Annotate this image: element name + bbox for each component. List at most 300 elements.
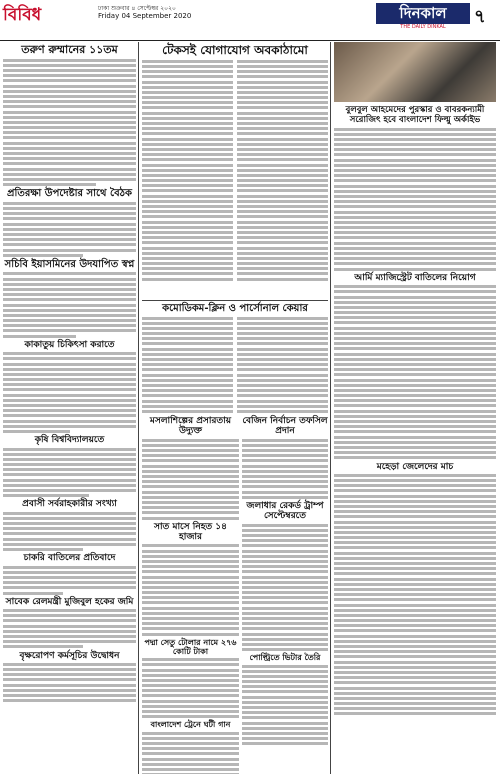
text-line	[334, 707, 496, 710]
text-line	[237, 148, 328, 151]
text-line	[334, 521, 496, 524]
text-line	[142, 465, 239, 468]
date-bengali: ঢাকা শুক্রবার ৪ সেপ্টেম্বর ২০২০	[98, 5, 176, 12]
text-line	[3, 689, 136, 692]
text-line	[142, 317, 233, 320]
text-line	[142, 544, 239, 547]
text-line	[237, 400, 328, 403]
text-line	[334, 389, 496, 392]
article-body	[3, 512, 136, 551]
text-line	[3, 453, 136, 456]
text-line	[3, 363, 136, 366]
text-line	[3, 142, 136, 145]
article-body	[3, 202, 136, 257]
text-line	[242, 701, 328, 704]
text-line	[3, 532, 136, 535]
text-line	[334, 321, 496, 324]
text-line	[142, 454, 239, 457]
text-line	[142, 710, 239, 713]
text-line	[334, 306, 496, 309]
text-line	[3, 136, 136, 139]
text-line	[242, 732, 328, 735]
text-line	[3, 614, 136, 617]
text-line	[3, 126, 136, 129]
text-line	[242, 675, 328, 678]
text-line	[142, 663, 239, 666]
text-line	[242, 607, 328, 610]
text-line	[3, 468, 136, 471]
text-line	[242, 524, 328, 527]
text-line	[242, 555, 328, 558]
text-line	[237, 405, 328, 408]
text-line	[3, 90, 136, 93]
text-line	[242, 480, 328, 483]
text-line	[142, 596, 239, 599]
text-line	[237, 127, 328, 130]
text-line	[142, 737, 239, 740]
article-body	[334, 285, 496, 459]
text-line	[237, 210, 328, 213]
text-line	[3, 458, 136, 461]
text-line	[237, 205, 328, 208]
headline: কাকাতুয় চিকিৎসা করাতে	[24, 339, 115, 350]
text-line	[3, 283, 136, 286]
text-line	[334, 415, 496, 418]
text-line	[3, 517, 136, 520]
text-line	[242, 581, 328, 584]
text-line	[142, 612, 239, 615]
text-line	[3, 69, 136, 72]
text-line	[142, 169, 233, 172]
text-line	[3, 314, 136, 317]
text-line	[237, 236, 328, 239]
text-line	[142, 627, 239, 630]
text-line	[3, 430, 70, 433]
text-line	[142, 189, 233, 192]
text-line	[142, 241, 233, 244]
text-line	[3, 319, 136, 322]
text-line	[142, 517, 239, 520]
text-line	[3, 494, 89, 497]
text-line	[142, 400, 233, 403]
text-line	[142, 758, 239, 761]
text-line	[242, 565, 328, 568]
text-line	[142, 210, 233, 213]
text-line	[334, 148, 496, 151]
text-line	[334, 301, 496, 304]
text-line	[334, 384, 496, 387]
text-line	[142, 586, 239, 589]
text-line	[142, 337, 233, 340]
text-line	[334, 337, 496, 340]
text-line	[334, 666, 496, 669]
text-line	[237, 189, 328, 192]
text-line	[3, 678, 136, 681]
text-line	[142, 475, 239, 478]
article-body	[142, 439, 239, 520]
text-line	[142, 565, 239, 568]
text-line	[142, 768, 239, 771]
text-line	[242, 449, 328, 452]
text-line	[142, 560, 239, 563]
text-line	[334, 515, 496, 518]
text-line	[142, 272, 233, 275]
text-line	[334, 353, 496, 356]
text-line	[334, 410, 496, 413]
text-line	[334, 629, 496, 632]
text-line	[334, 363, 496, 366]
text-line	[142, 327, 233, 330]
text-line	[237, 60, 328, 63]
text-line	[142, 742, 239, 745]
text-line	[3, 223, 136, 226]
text-line	[242, 570, 328, 573]
headline: প্রবাসী সর্বরাহকারীর সংখ্যা	[22, 499, 117, 510]
text-line	[334, 332, 496, 335]
text-line	[242, 586, 328, 589]
text-line	[237, 262, 328, 265]
text-line	[3, 238, 136, 241]
text-line	[3, 95, 136, 98]
text-line	[142, 112, 233, 115]
text-line	[237, 363, 328, 366]
text-line	[3, 116, 136, 119]
text-line	[237, 358, 328, 361]
text-line	[237, 384, 328, 387]
text-line	[237, 117, 328, 120]
logo-subtitle: THE DAILY DINKAL	[400, 24, 446, 30]
text-line	[242, 534, 328, 537]
text-line	[242, 627, 328, 630]
text-line	[142, 231, 233, 234]
text-line	[3, 668, 136, 671]
text-line	[334, 650, 496, 653]
center-top-story	[142, 42, 328, 300]
text-line	[3, 233, 136, 236]
text-line	[142, 674, 239, 677]
article-body	[142, 60, 328, 283]
text-line	[237, 164, 328, 167]
text-line	[142, 132, 233, 135]
text-line	[242, 454, 328, 457]
text-line	[242, 529, 328, 532]
text-line	[142, 581, 239, 584]
text-line	[334, 327, 496, 330]
text-line	[237, 368, 328, 371]
text-line	[334, 676, 496, 679]
text-line	[334, 446, 496, 449]
text-line	[142, 348, 233, 351]
text-line	[142, 164, 233, 167]
text-line	[237, 75, 328, 78]
text-line	[3, 699, 136, 702]
text-line	[142, 70, 233, 73]
left-column	[3, 42, 136, 774]
text-line	[3, 121, 136, 124]
headline: মসলাশিল্পের প্রসারতায় উদ্যুক্ত	[149, 416, 232, 437]
text-line	[3, 543, 136, 546]
text-line	[142, 763, 239, 766]
text-line	[142, 158, 233, 161]
text-line	[334, 546, 496, 549]
article-body	[142, 658, 239, 718]
text-line	[237, 195, 328, 198]
text-line	[3, 304, 136, 307]
text-line	[334, 425, 496, 428]
text-line	[242, 612, 328, 615]
text-line	[3, 79, 136, 82]
headline: বৃক্ষরোপণ কর্মসূচির উদ্বোধন	[19, 650, 120, 661]
text-line	[242, 716, 328, 719]
text-line	[242, 439, 328, 442]
headline: বাংলাদেশ ট্রেনে ঘটী গান	[150, 720, 231, 730]
text-line	[334, 174, 496, 177]
text-line	[334, 495, 496, 498]
text-line	[334, 541, 496, 544]
text-line	[142, 700, 239, 703]
text-line	[142, 389, 233, 392]
text-line	[3, 357, 136, 360]
text-line	[3, 217, 136, 220]
text-line	[142, 444, 239, 447]
text-line	[334, 692, 496, 695]
text-line	[142, 459, 239, 462]
text-line	[334, 128, 496, 131]
article-body	[3, 566, 136, 595]
text-line	[142, 449, 239, 452]
text-line	[3, 243, 136, 246]
text-line	[3, 168, 136, 171]
text-line	[334, 296, 496, 299]
text-line	[3, 566, 136, 569]
text-line	[237, 332, 328, 335]
text-line	[334, 179, 496, 182]
text-line	[142, 617, 239, 620]
article-body	[242, 665, 328, 746]
text-line	[3, 663, 136, 666]
text-line	[142, 368, 233, 371]
text-line	[242, 722, 328, 725]
text-line	[242, 539, 328, 542]
text-line	[142, 247, 233, 250]
text-line	[237, 96, 328, 99]
text-line	[242, 696, 328, 699]
text-line	[242, 544, 328, 547]
article-body	[3, 663, 136, 702]
text-line	[3, 630, 136, 633]
text-line	[3, 586, 136, 589]
text-line	[334, 268, 496, 271]
text-line	[237, 169, 328, 172]
text-line	[3, 404, 136, 407]
text-line	[3, 249, 136, 252]
text-line	[3, 484, 136, 487]
article-body	[3, 59, 136, 187]
text-line	[237, 106, 328, 109]
text-line	[3, 64, 136, 67]
text-line	[334, 379, 496, 382]
text-line	[334, 619, 496, 622]
text-line	[237, 322, 328, 325]
text-line	[142, 91, 233, 94]
text-line	[142, 106, 233, 109]
text-line	[142, 221, 233, 224]
text-line	[3, 673, 136, 676]
text-line	[334, 190, 496, 193]
article-body	[142, 317, 328, 414]
headline: কৃষি বিশ্ববিদ্যালয়তে	[34, 435, 105, 446]
center-middle-story	[142, 300, 328, 413]
text-line	[3, 388, 136, 391]
text-line	[3, 548, 83, 551]
text-line	[334, 489, 496, 492]
text-line	[237, 342, 328, 345]
article-body	[142, 544, 239, 635]
text-line	[142, 60, 233, 63]
headline: জলাধার রেকর্ড ট্রাম্প সেপ্টেম্বরতে	[246, 500, 324, 522]
text-line	[142, 262, 233, 265]
text-line	[3, 212, 136, 215]
text-line	[334, 133, 496, 136]
text-line	[237, 317, 328, 320]
text-line	[3, 635, 136, 638]
text-line	[142, 511, 239, 514]
text-line	[142, 384, 233, 387]
text-line	[237, 200, 328, 203]
text-line	[142, 679, 239, 682]
text-line	[334, 231, 496, 234]
headline: সাত মাসে নিহত ১৪ হাজার	[154, 521, 227, 543]
text-line	[3, 173, 136, 176]
text-line	[3, 373, 136, 376]
headline: টেকসই যোগাযোগ অবকাঠামো	[162, 43, 308, 57]
text-line	[237, 267, 328, 270]
text-line	[237, 389, 328, 392]
article-body	[3, 609, 136, 648]
text-line	[334, 358, 496, 361]
text-line	[142, 405, 233, 408]
text-line	[334, 583, 496, 586]
text-line	[334, 394, 496, 397]
text-line	[237, 379, 328, 382]
text-line	[242, 742, 328, 745]
text-line	[3, 694, 136, 697]
text-line	[3, 684, 136, 687]
text-line	[3, 147, 136, 150]
text-line	[142, 257, 233, 260]
text-line	[334, 536, 496, 539]
text-line	[142, 658, 239, 661]
text-line	[334, 562, 496, 565]
text-line	[334, 640, 496, 643]
right-column	[334, 104, 496, 774]
text-line	[334, 185, 496, 188]
article-body	[3, 448, 136, 498]
text-line	[237, 337, 328, 340]
text-line	[334, 200, 496, 203]
text-line	[142, 633, 239, 636]
text-line	[142, 101, 233, 104]
text-line	[142, 205, 233, 208]
text-line	[142, 684, 239, 687]
text-line	[242, 470, 328, 473]
text-line	[142, 122, 233, 125]
text-line	[237, 179, 328, 182]
text-line	[142, 226, 233, 229]
text-line	[242, 633, 328, 636]
text-line	[334, 404, 496, 407]
headline: সচিবি ইয়াসমিনের উদযাপিত স্বপ্ন	[4, 258, 135, 270]
headline: প্রতিরক্ষা উপদেষ্টার সাথে বৈঠক	[7, 188, 132, 200]
text-line	[334, 290, 496, 293]
text-line	[3, 183, 96, 186]
text-line	[3, 576, 136, 579]
text-line	[334, 505, 496, 508]
text-line	[242, 444, 328, 447]
text-line	[334, 474, 496, 477]
text-line	[237, 184, 328, 187]
headline: তরুণ রুম্মানের ১১তম	[21, 43, 118, 56]
text-line	[237, 70, 328, 73]
newspaper-logo	[376, 3, 470, 33]
text-line	[3, 131, 136, 134]
text-line	[142, 267, 233, 270]
headline: আর্মি ম্যাজিস্ট্রেট বাতিলের নিয়োগ	[354, 272, 476, 283]
text-line	[237, 327, 328, 330]
text-line	[3, 59, 136, 62]
text-line	[3, 228, 136, 231]
text-line	[3, 157, 136, 160]
text-line	[237, 278, 328, 281]
text-line	[242, 560, 328, 563]
text-line	[334, 598, 496, 601]
text-line	[3, 324, 136, 327]
text-line	[3, 335, 76, 338]
text-line	[3, 272, 136, 275]
text-line	[237, 394, 328, 397]
headline: মহেড়া জেলেদের মাচ	[376, 461, 454, 472]
text-line	[242, 737, 328, 740]
text-line	[334, 252, 496, 255]
text-line	[3, 479, 136, 482]
text-line	[142, 153, 233, 156]
text-line	[3, 592, 63, 595]
text-line	[242, 601, 328, 604]
text-line	[3, 178, 136, 181]
text-line	[3, 409, 136, 412]
text-line	[3, 473, 136, 476]
text-line	[142, 705, 239, 708]
text-line	[3, 368, 136, 371]
text-line	[237, 91, 328, 94]
text-line	[242, 690, 328, 693]
text-line	[237, 143, 328, 146]
article-body	[334, 128, 496, 271]
text-line	[242, 648, 328, 651]
text-line	[142, 138, 233, 141]
text-line	[237, 231, 328, 234]
text-line	[334, 285, 496, 288]
text-line	[3, 352, 136, 355]
headline: সাবেক রেলমন্ত্রী মুজিবুল হকের জমি	[5, 596, 134, 607]
text-line	[334, 399, 496, 402]
text-line	[3, 288, 136, 291]
text-line	[237, 112, 328, 115]
text-line	[334, 247, 496, 250]
text-line	[3, 448, 136, 451]
text-line	[142, 496, 239, 499]
text-line	[334, 143, 496, 146]
